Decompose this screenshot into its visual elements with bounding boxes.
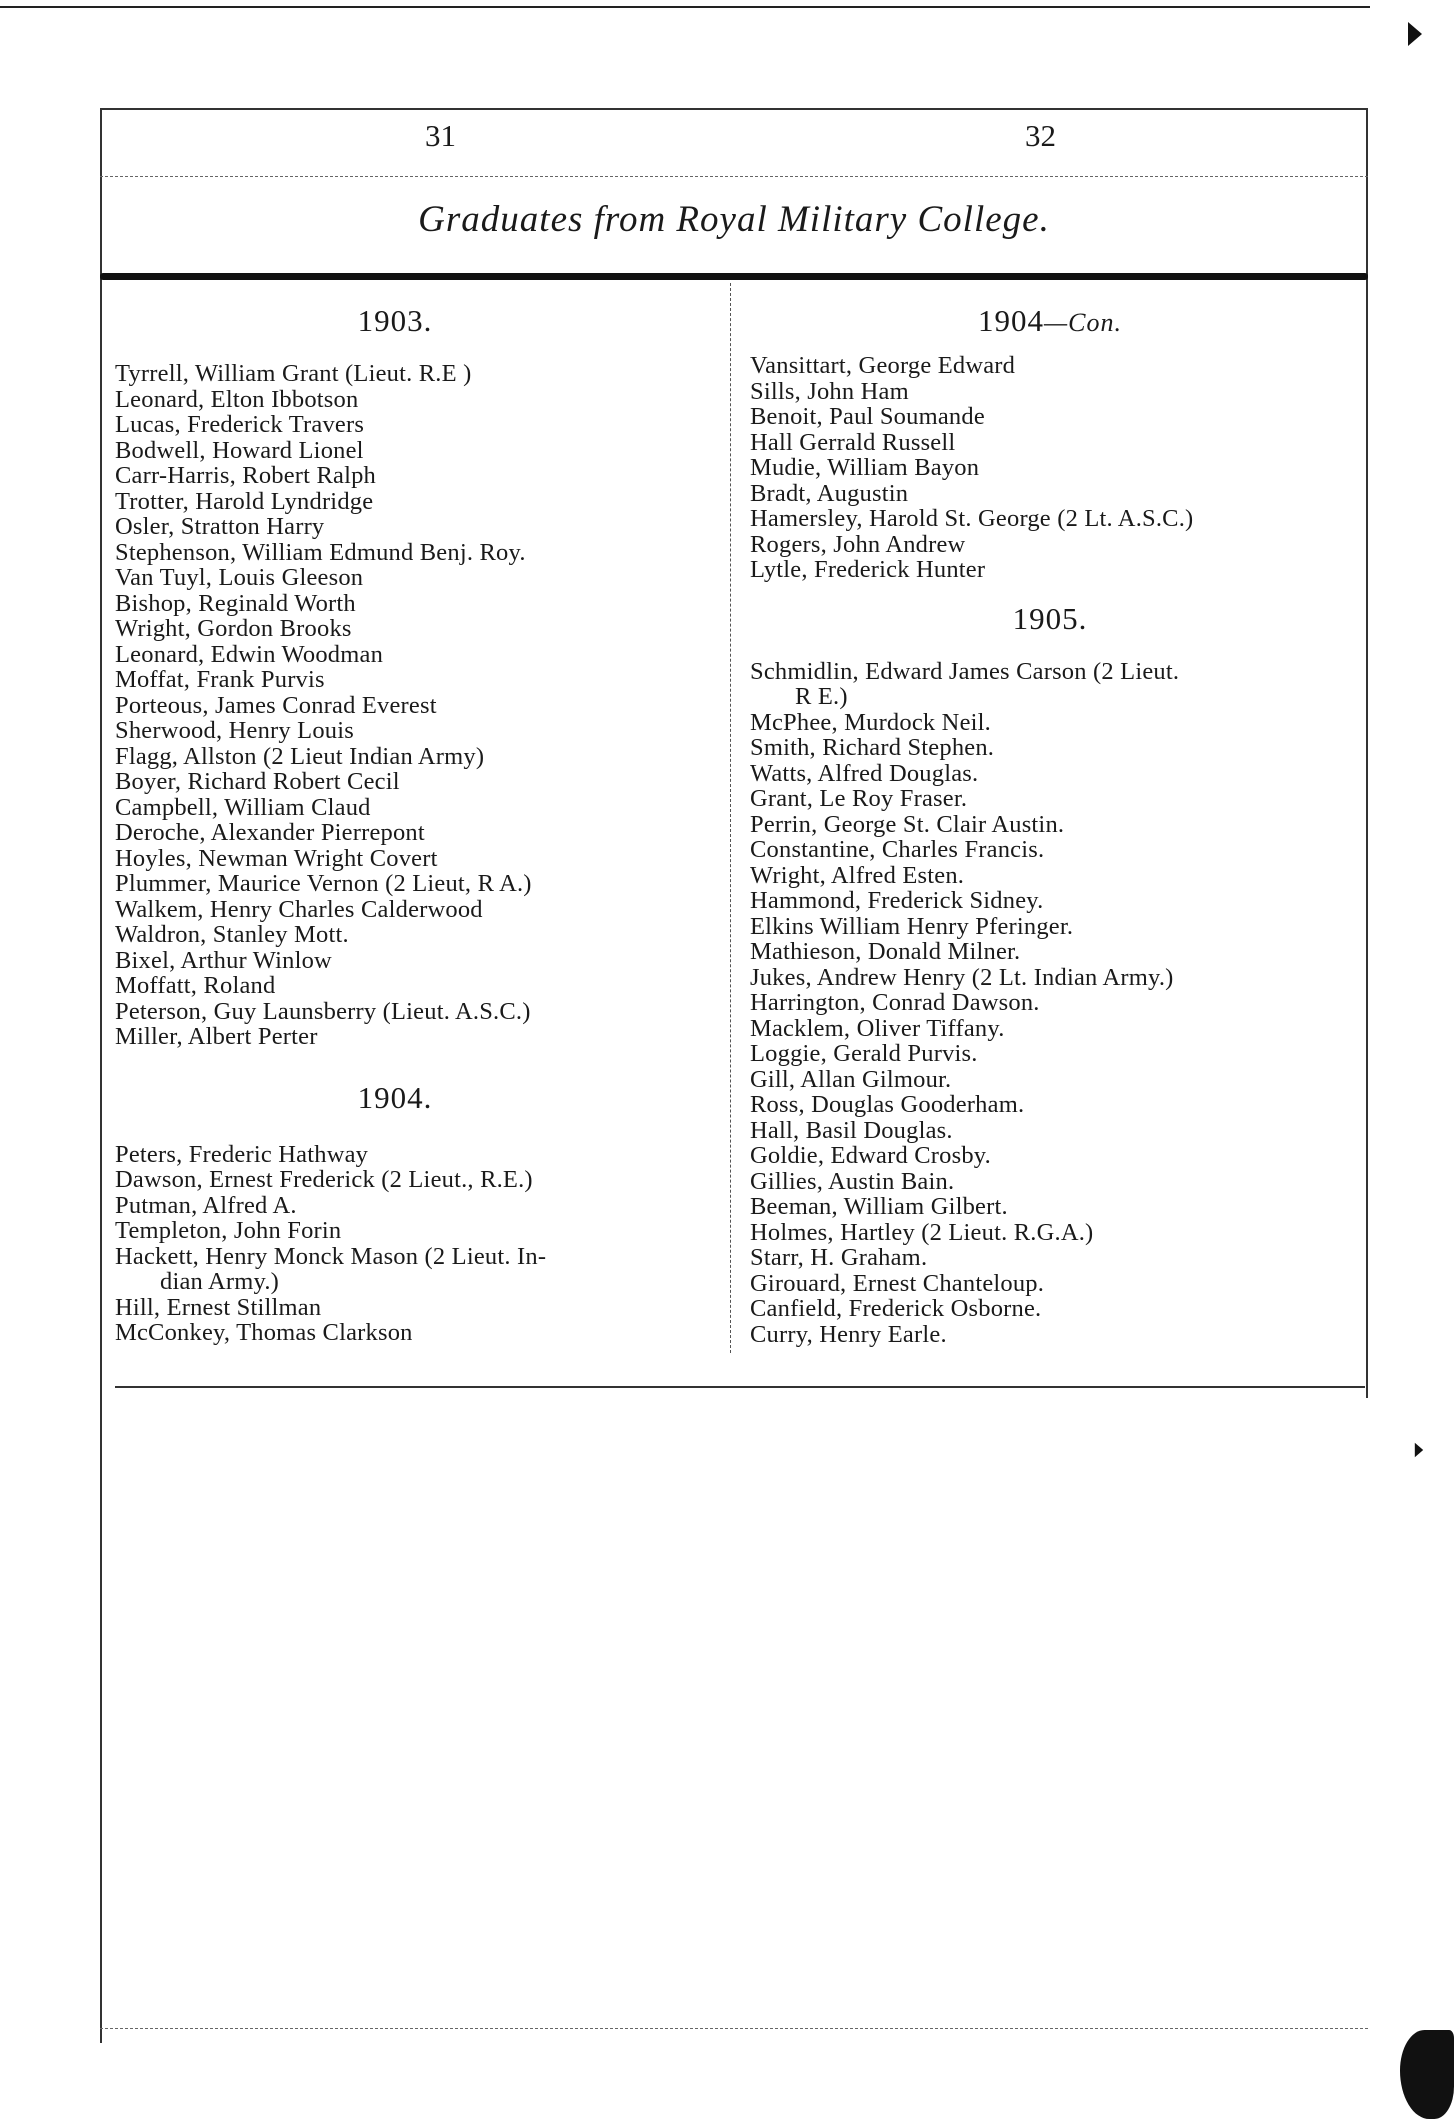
list-item: Deroche, Alexander Pierrepont xyxy=(115,819,425,846)
list-item: Starr, H. Graham. xyxy=(750,1244,928,1271)
list-item: Bradt, Augustin xyxy=(750,479,909,507)
list-item: Holmes, Hartley (2 Lieut. R.G.A.) xyxy=(750,1218,1094,1246)
bottom-rule xyxy=(115,1386,1365,1388)
year-label: 1904. xyxy=(357,1079,433,1115)
list-item: Jukes, Andrew Henry (2 Lt. Indian Army.) xyxy=(750,963,1174,991)
list-item: Bixel, Arthur Winlow xyxy=(115,946,332,974)
list-item: Hall, Basil Douglas. xyxy=(750,1116,953,1144)
list-item: Moffatt, Roland xyxy=(115,972,276,999)
right-column xyxy=(750,303,1350,1347)
right-page-number: 32 xyxy=(1025,118,1056,153)
list-item: Peterson, Guy Launsberry (Lieut. A.S.C.) xyxy=(115,997,531,1025)
list-item: Beeman, William Gilbert. xyxy=(750,1193,1008,1220)
list-item: Gill, Allan Gilmour. xyxy=(750,1065,952,1093)
frame-top-line xyxy=(100,108,1368,110)
list-item: Smith, Richard Stephen. xyxy=(750,734,995,761)
page-heading: Graduates from Royal Military College. xyxy=(418,199,1050,240)
list-item: Tyrrell, William Grant (Lieut. R.E ) xyxy=(115,360,472,387)
list-item: Bodwell, Howard Lionel xyxy=(115,436,364,464)
top-edge-rule xyxy=(0,6,1370,8)
list-item: Miller, Albert Perter xyxy=(115,1023,318,1050)
list-item: Girouard, Ernest Chanteloup. xyxy=(750,1269,1045,1297)
list-item: Macklem, Oliver Tiffany. xyxy=(750,1014,1005,1042)
list-item: Gillies, Austin Bain. xyxy=(750,1167,955,1195)
year-heading-1904 xyxy=(115,1080,675,1116)
continued-label: —Con. xyxy=(1044,308,1122,337)
list-item: McPhee, Murdock Neil. xyxy=(750,708,991,736)
list-item: Grant, Le Roy Fraser. xyxy=(750,785,968,812)
year-heading-1903 xyxy=(115,303,675,339)
list-item: Lucas, Frederick Travers xyxy=(115,411,365,438)
list-item: Goldie, Edward Crosby. xyxy=(750,1142,991,1169)
list-item: Campbell, William Claud xyxy=(115,793,371,821)
list-item: Perrin, George St. Clair Austin. xyxy=(750,810,1065,838)
scanned-page xyxy=(100,108,1368,2043)
column-divider xyxy=(730,283,731,1353)
list-item: Flagg, Allston (2 Lieut Indian Army) xyxy=(115,742,485,770)
list-item: Rogers, John Andrew xyxy=(750,530,966,558)
graduates-list-1905 xyxy=(750,659,1350,1348)
list-item: Plummer, Maurice Vernon (2 Lieut, R A.) xyxy=(115,870,532,897)
graduates-list-1904-continued xyxy=(750,353,1350,583)
list-item: Templeton, John Forin xyxy=(115,1217,342,1244)
list-item: Watts, Alfred Douglas. xyxy=(750,759,979,787)
list-item: Sherwood, Henry Louis xyxy=(115,717,354,744)
list-item: Benoit, Paul Soumande xyxy=(750,403,985,430)
list-item: McConkey, Thomas Clarkson xyxy=(115,1319,413,1346)
list-item: Schmidlin, Edward James Carson (2 Lieut. xyxy=(750,657,1180,685)
header-dashed-line xyxy=(100,176,1368,177)
list-item: Trotter, Harold Lyndridge xyxy=(115,487,374,515)
frame-left-line xyxy=(100,108,102,2043)
list-item: Waldron, Stanley Mott. xyxy=(115,921,349,948)
list-item: Moffat, Frank Purvis xyxy=(115,666,325,693)
year-label: 1904 xyxy=(978,303,1045,338)
list-item: Hammond, Frederick Sidney. xyxy=(750,887,1044,914)
list-item: Hoyles, Newman Wright Covert xyxy=(115,844,438,872)
list-item: Mudie, William Bayon xyxy=(750,454,980,481)
list-item: Hill, Ernest Stillman xyxy=(115,1293,322,1321)
graduates-list-1903 xyxy=(115,361,675,1050)
list-item: Lytle, Frederick Hunter xyxy=(750,556,986,583)
list-item: Loggie, Gerald Purvis. xyxy=(750,1040,978,1067)
year-label: 1905. xyxy=(1012,600,1088,636)
list-item: R E.) xyxy=(795,683,848,710)
list-item: Walkem, Henry Charles Calderwood xyxy=(115,895,483,923)
list-item: Bishop, Reginald Worth xyxy=(115,589,356,617)
year-label: 1903. xyxy=(357,303,433,338)
list-item: Peters, Frederic Hathway xyxy=(115,1140,369,1168)
list-item: Curry, Henry Earle. xyxy=(750,1320,947,1348)
list-item: Putman, Alfred A. xyxy=(115,1191,297,1219)
list-item: Elkins William Henry Pferinger. xyxy=(750,912,1074,940)
scan-arrow-mark-icon xyxy=(1415,1443,1423,1457)
list-item: Hamersley, Harold St. George (2 Lt. A.S.C.) xyxy=(750,505,1194,532)
list-item: Hall Gerrald Russell xyxy=(750,428,956,456)
heading-rule xyxy=(100,273,1368,280)
list-item: Ross, Douglas Gooderham. xyxy=(750,1091,1025,1118)
year-heading-1905 xyxy=(750,601,1350,637)
list-item: Vansittart, George Edward xyxy=(750,352,1016,379)
list-item: Stephenson, William Edmund Benj. Roy. xyxy=(115,538,526,566)
list-item: Constantine, Charles Francis. xyxy=(750,836,1045,863)
frame-right-line xyxy=(1366,108,1368,1398)
list-item: dian Army.) xyxy=(160,1268,280,1295)
graduates-list-1904 xyxy=(115,1142,675,1346)
scan-arrow-mark-icon xyxy=(1408,22,1422,46)
scan-smudge xyxy=(1400,2030,1454,2119)
list-item: Van Tuyl, Louis Gleeson xyxy=(115,564,364,591)
list-item: Leonard, Edwin Woodman xyxy=(115,640,384,668)
list-item: Dawson, Ernest Frederick (2 Lieut., R.E.) xyxy=(115,1166,533,1193)
list-item: Hackett, Henry Monck Mason (2 Lieut. In- xyxy=(115,1242,547,1270)
list-item: Carr-Harris, Robert Ralph xyxy=(115,462,377,489)
list-item: Leonard, Elton Ibbotson xyxy=(115,385,359,413)
list-item: Wright, Gordon Brooks xyxy=(115,615,352,642)
footer-dashed-line xyxy=(100,2028,1368,2029)
list-item: Boyer, Richard Robert Cecil xyxy=(115,768,400,795)
list-item: Harrington, Conrad Dawson. xyxy=(750,989,1040,1016)
year-heading-1904-continued xyxy=(750,303,1350,339)
left-page-number: 31 xyxy=(425,118,456,153)
list-item: Osler, Stratton Harry xyxy=(115,513,325,540)
list-item: Porteous, James Conrad Everest xyxy=(115,691,437,719)
left-column xyxy=(115,303,675,1346)
list-item: Wright, Alfred Esten. xyxy=(750,861,965,889)
list-item: Sills, John Ham xyxy=(750,377,909,405)
list-item: Mathieson, Donald Milner. xyxy=(750,938,1021,965)
list-item: Canfield, Frederick Osborne. xyxy=(750,1295,1042,1322)
